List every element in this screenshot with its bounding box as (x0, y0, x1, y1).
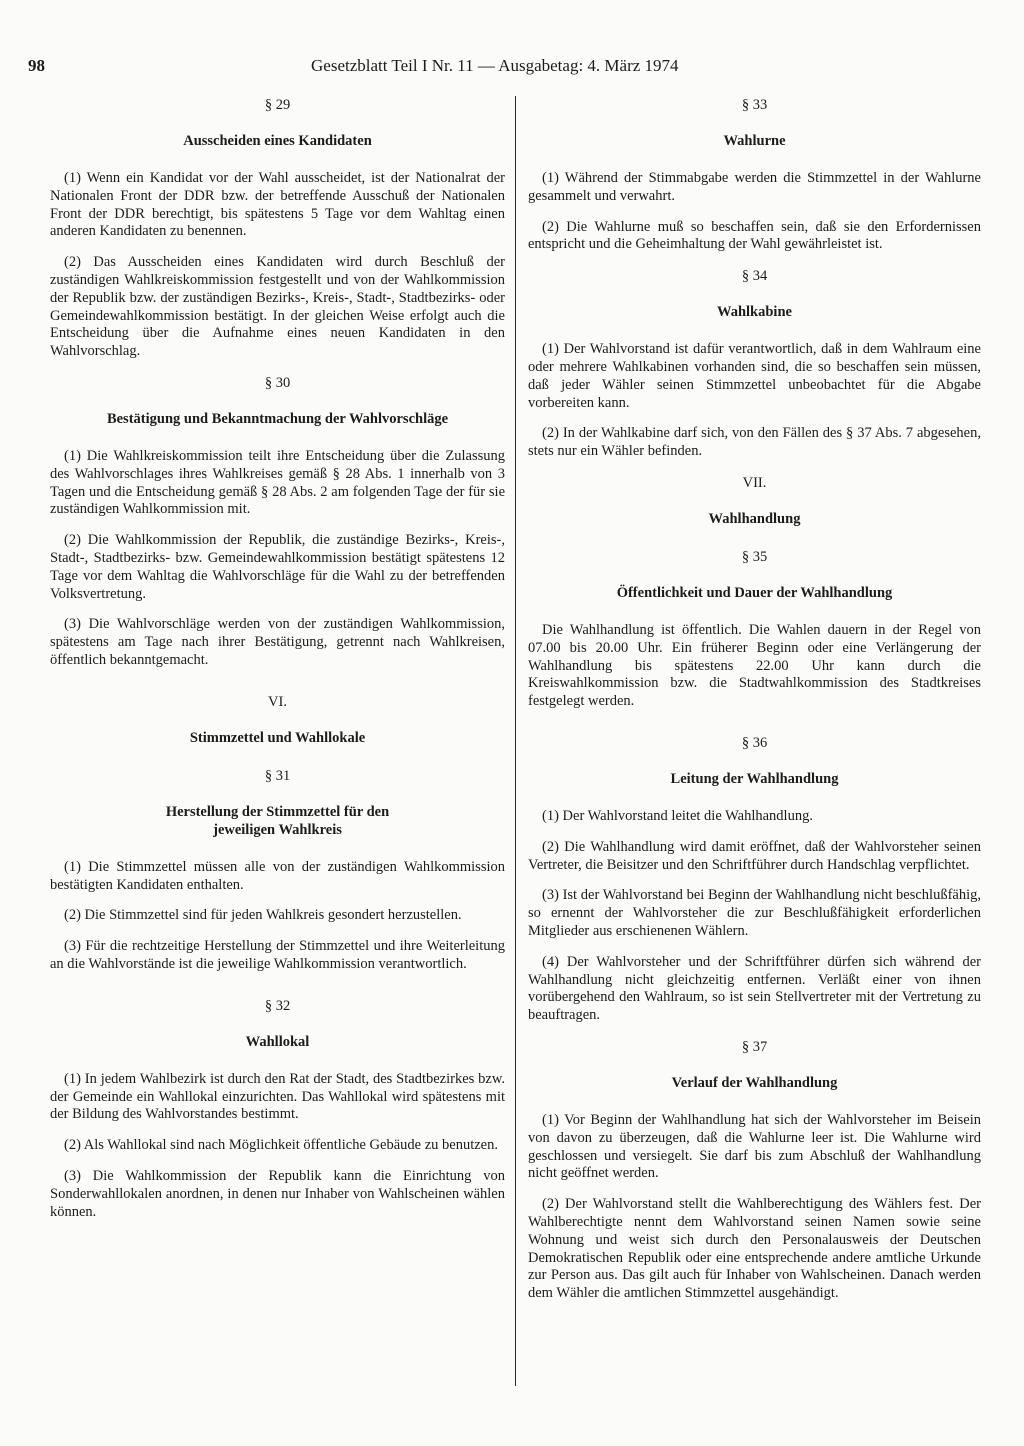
paragraph: (3) Für die rechtzeitige Herstellung der Stimmzettel und ihre Weiterleitung an die Wahlvorstände ist die jeweilige Wahlkommission verantwortlich. (50, 938, 505, 972)
part-7-heading (528, 474, 981, 528)
section-number: § 30 (264, 374, 291, 391)
paragraph: (3) Ist der Wahlvorstand bei Beginn der Wahlhandlung nicht beschlußfähig, so ernennt der Wahlvorsteher die zur Beschlußfähigkeit erforderlichen Mitglieder aus erschienenen Wählern. (528, 887, 981, 939)
section-number: § 32 (264, 997, 291, 1014)
paragraph: (1) Der Wahlvorstand leitet die Wahlhandlung. (542, 807, 813, 824)
page-header (28, 56, 996, 84)
paragraph: (2) Als Wahllokal sind nach Möglichkeit öffentliche Gebäude zu benutzen. (64, 1137, 498, 1154)
section-title-line: jeweiligen Wahlkreis (213, 821, 342, 838)
paragraph: (1) Der Wahlvorstand ist dafür verantwortlich, daß in dem Wahlraum eine oder mehrere Wahlkabinen vorhanden sind, die so beschaffen sein müssen, daß jeder Wähler seinen Stimmzettel unbeobachtet für die Abgabe vorbereiten kann. (528, 341, 981, 411)
section-number: § 35 (741, 548, 768, 565)
section-34-heading (528, 267, 981, 321)
paragraph: (2) Die Wahlhandlung wird damit eröffnet, daß der Wahlvorsteher seinen Vertreter, die Beisitzer und den Schriftführer durch Handschlag verpflichtet. (528, 838, 981, 873)
section-30-heading (50, 374, 505, 428)
part-title: Stimmzettel und Wahllokale (189, 729, 366, 746)
section-title (50, 803, 505, 839)
section-number: § 34 (741, 268, 768, 285)
part-number: VII. (742, 474, 767, 491)
left-column (50, 96, 505, 1234)
section-33-heading (528, 96, 981, 150)
paragraph: (1) Die Stimmzettel müssen alle von der zuständigen Wahlkommission bestätigten Kandidaten enthalten. (50, 858, 505, 893)
section-36-heading (528, 734, 981, 788)
paragraph: Die Wahlhandlung ist öffentlich. Die Wahlen dauern in der Regel von 07.00 bis 20.00 Uhr. Ein früherer Beginn oder eine Verlängerung der Wahlhandlung bis spätestens 22.00 Uhr kann durch die Kreiswahlkommission bzw. die Stadtwahlkommission des Stadtkreises festgelegt werden. (528, 621, 981, 710)
paragraph: (1) Während der Stimmabgabe werden die Stimmzettel in der Wahlurne gesammelt und verwahrt. (528, 170, 981, 204)
page-number: 98 (28, 56, 45, 75)
running-title: Gesetzblatt Teil I Nr. 11 — Ausgabetag: 4. März 1974 (311, 56, 679, 75)
paragraph: (2) Die Wahlkommission der Republik, die zuständige Bezirks-, Kreis-, Stadt-, Stadtbezirks- bzw. Gemeindewahlkommission bestätigt spätestens 12 Tage vor dem Wahltag die Wahlvorschläge für die Wahl zu der betreffenden Volksvertretung. (50, 532, 505, 602)
paragraph: (2) Die Wahlurne muß so beschaffen sein, daß sie den Erfordernissen entspricht und die Geheimhaltung der Wahl gewährleistet ist. (528, 218, 981, 253)
section-number: § 37 (741, 1038, 768, 1055)
section-title: Wahlkabine (717, 304, 792, 321)
paragraph: (1) Die Wahlkreiskommission teilt ihre Entscheidung über die Zulassung des Wahlvorschlages ihres Wahlkreises gemäß § 28 Abs. 1 innerhalb von 3 Tagen und die Entscheidung gemäß § 28 Abs. 2 am folgenden Tage der für sie zuständigen Wahlkommission mit. (50, 447, 505, 518)
section-title: Leitung der Wahlhandlung (670, 770, 839, 787)
part-number: VI. (268, 693, 287, 710)
paragraph: (2) Das Ausscheiden eines Kandidaten wird durch Beschluß der zuständigen Wahlkreiskommission festgestellt und von der Wahlkommission der Republik bzw. der zuständigen Bezirks-, Kreis-, Stadt-, Stadtbezirks- oder Gemeindewahlkommission bestätigt. In der gleichen Weise erfolgt auch die Entscheidung über die Aufnahme eines neuen Kandidaten in den Wahlvorschlag. (50, 254, 505, 360)
paragraph: (4) Der Wahlvorsteher und der Schriftführer dürfen sich während der Wahlhandlung nicht gleichzeitig entfernen. Verläßt einer von ihnen vorübergehend den Wahlraum, so ist sein Stellvertreter mit der Vertretung zu beauftragen. (528, 953, 981, 1024)
section-title: Bestätigung und Bekanntmachung der Wahlvorschläge (106, 410, 449, 427)
paragraph: (2) Der Wahlvorstand stellt die Wahlberechtigung des Wählers fest. Der Wahlberechtigte nennt dem Wahlvorstand seinen Namen sowie seine Wohnung und weist sich durch den Personalausweis der Deutschen Demokratischen Republik oder eine entsprechende andere amtliche Urkunde zur Person aus. Das gilt auch für Inhaber von Wahlscheinen. Danach werden dem Wähler die amtlichen Stimmzettel ausgehändigt. (528, 1196, 981, 1302)
section-number: § 29 (264, 97, 291, 113)
paragraph: (1) In jedem Wahlbezirk ist durch den Rat der Stadt, des Stadtbezirkes bzw. der Gemeinde ein Wahllokal einzurichten. Das Wahllokal wird spätestens mit der Bildung des Wahlvorstandes bestimmt. (50, 1070, 505, 1123)
section-title: Verlauf der Wahlhandlung (671, 1074, 838, 1091)
part-6-heading (50, 693, 505, 747)
section-title: Öffentlichkeit und Dauer der Wahlhandlung (616, 584, 893, 601)
paragraph: (2) In der Wahlkabine darf sich, von den Fällen des § 37 Abs. 7 abgesehen, stets nur ein Wähler befinden. (528, 425, 981, 460)
paragraph: (1) Vor Beginn der Wahlhandlung hat sich der Wahlvorsteher im Beisein von davon zu überzeugen, daß die Wahlurne leer ist. Die Wahlurne wird geschlossen und versiegelt. Sie darf bis zum Abschluß der Wahlhandlung nicht geöffnet werden. (528, 1111, 981, 1182)
section-title: Wahlurne (723, 133, 786, 149)
paragraph: (3) Die Wahlvorschläge werden von der zuständigen Wahlkommission, spätestens am Tage nach ihrer Bestätigung, getrennt nach Wahlkreisen, öffentlich bekanntgemacht. (50, 616, 505, 668)
column-divider (515, 96, 516, 1386)
section-31-heading (50, 767, 505, 839)
section-title: Wahllokal (245, 1033, 310, 1050)
paragraph: (1) Wenn ein Kandidat vor der Wahl ausscheidet, ist der Nationalrat der Nationalen Front der DDR bzw. der betreffende Ausschuß der Nationalen Front der DDR berechtigt, bis spätestens 5 Tage vor dem Wahltag einen anderen Kandidaten zu benennen. (50, 170, 505, 240)
right-column (528, 96, 981, 1316)
section-35-heading (528, 548, 981, 602)
section-37-heading (528, 1038, 981, 1092)
part-title: Wahlhandlung (708, 510, 801, 527)
section-32-heading (50, 997, 505, 1051)
paragraph: (2) Die Stimmzettel sind für jeden Wahlkreis gesondert herzustellen. (64, 907, 462, 924)
paragraph: (3) Die Wahlkommission der Republik kann die Einrichtung von Sonderwahllokalen anordnen, in denen nur Inhaber von Wahlscheinen wählen können. (50, 1167, 505, 1220)
section-title: Ausscheiden eines Kandidaten (183, 133, 372, 149)
section-29-heading (50, 96, 505, 150)
section-number: § 33 (741, 97, 768, 113)
section-number: § 31 (264, 767, 291, 784)
section-title-line: Herstellung der Stimmzettel für den (165, 803, 390, 820)
section-number: § 36 (741, 734, 768, 751)
